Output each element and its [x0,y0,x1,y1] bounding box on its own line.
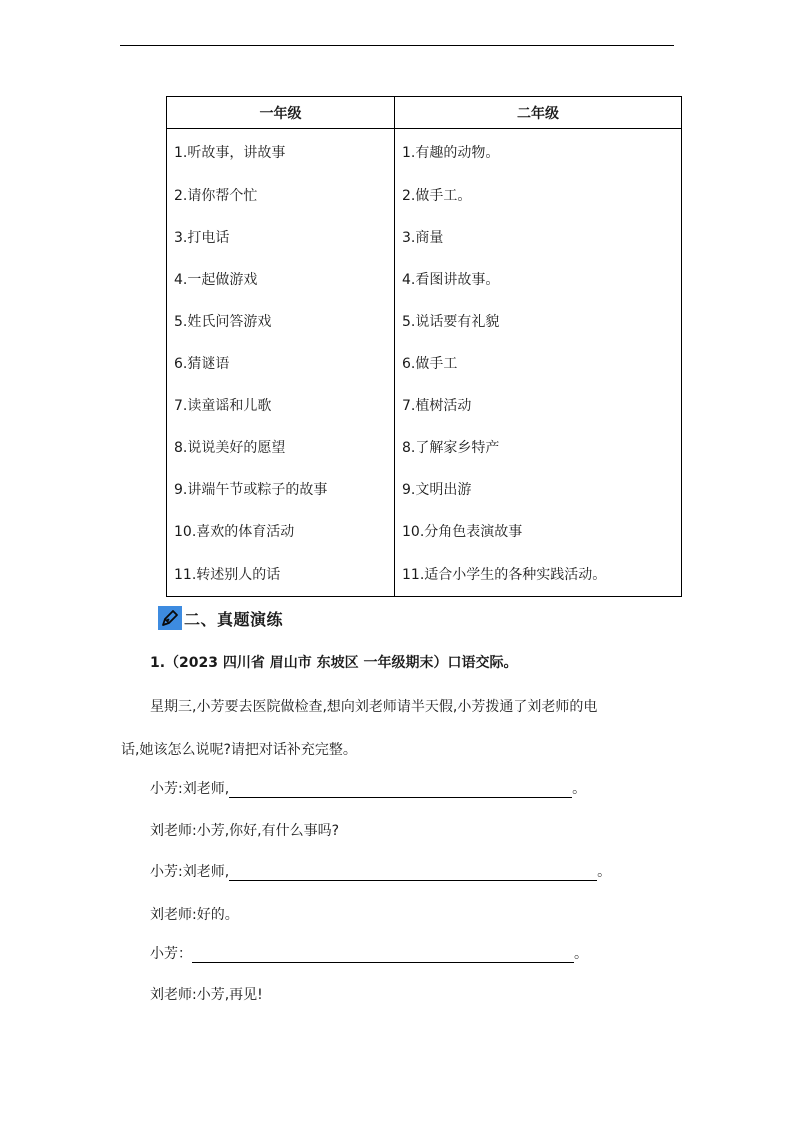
dialogue-line-3 [150,861,611,881]
dialogue-line-4: 刘老师:好的。 [150,907,239,923]
grade1-activity: 9.讲端午节或粽子的故事 [167,468,395,510]
table-row [167,300,682,342]
table-row [167,129,682,175]
grade1-activity: 11.转述别人的话 [167,552,395,597]
grade2-activity: 8.了解家乡特产 [395,426,682,468]
grade2-activity: 3.商量 [395,216,682,258]
grade2-activity: 10.分角色表演故事 [395,510,682,552]
table-row [167,342,682,384]
grade2-activity: 9.文明出游 [395,468,682,510]
grade1-activity: 7.读童谣和儿歌 [167,384,395,426]
grade2-activity: 6.做手工 [395,342,682,384]
header-rule [120,45,674,46]
answer-blank-3[interactable] [192,946,574,963]
grade2-activity: 11.适合小学生的各种实践活动。 [395,552,682,597]
grade1-activity: 6.猜谜语 [167,342,395,384]
grade1-activity: 2.请你帮个忙 [167,174,395,216]
header-grade1: 一年级 [167,97,395,129]
grade1-activity: 8.说说美好的愿望 [167,426,395,468]
dialogue-suffix: 。 [574,946,588,962]
activity-table [166,96,682,597]
question-intro-line1: 星期三,小芳要去医院做检查,想向刘老师请半天假,小芳拨通了刘老师的电 [150,699,598,715]
question-title: 1.（2023 四川省 眉山市 东坡区 一年级期末）口语交际。 [150,655,518,671]
dialogue-line-5 [150,943,588,963]
grade2-activity: 2.做手工。 [395,174,682,216]
grade1-activity: 5.姓氏问答游戏 [167,300,395,342]
grade2-activity: 5.说话要有礼貌 [395,300,682,342]
dialogue-line-1 [150,778,586,798]
question-intro-line2: 话,她该怎么说呢?请把对话补充完整。 [121,742,357,758]
dialogue-suffix: 。 [597,864,612,880]
grade2-activity: 7.植树活动 [395,384,682,426]
table-row [167,552,682,597]
dialogue-speaker-prefix: 小芳:刘老师, [150,781,230,797]
grade1-activity: 10.喜欢的体育活动 [167,510,395,552]
grade2-activity: 1.有趣的动物。 [395,129,682,175]
table-row [167,258,682,300]
table-row [167,216,682,258]
dialogue-suffix: 。 [572,781,587,797]
header-grade2: 二年级 [395,97,682,129]
grade2-activity: 4.看图讲故事。 [395,258,682,300]
section-title: 二、真题演练 [184,609,284,629]
dialogue-line-6: 刘老师:小芳,再见! [150,987,263,1003]
grade1-activity: 4.一起做游戏 [167,258,395,300]
pen-icon [158,606,182,630]
grade1-activity: 3.打电话 [167,216,395,258]
table-row [167,384,682,426]
table-body [167,129,682,597]
table-row [167,510,682,552]
answer-blank-1[interactable] [229,781,572,798]
dialogue-line-2: 刘老师:小芳,你好,有什么事吗? [150,823,340,839]
table-row [167,468,682,510]
answer-blank-2[interactable] [229,864,597,881]
dialogue-speaker-prefix: 小芳： [150,946,192,962]
table-header-row [167,97,682,129]
section-heading [158,606,283,630]
table-row [167,426,682,468]
table-row [167,174,682,216]
dialogue-speaker-prefix: 小芳:刘老师, [150,864,230,880]
grade1-activity: 1.听故事，讲故事 [167,129,395,175]
